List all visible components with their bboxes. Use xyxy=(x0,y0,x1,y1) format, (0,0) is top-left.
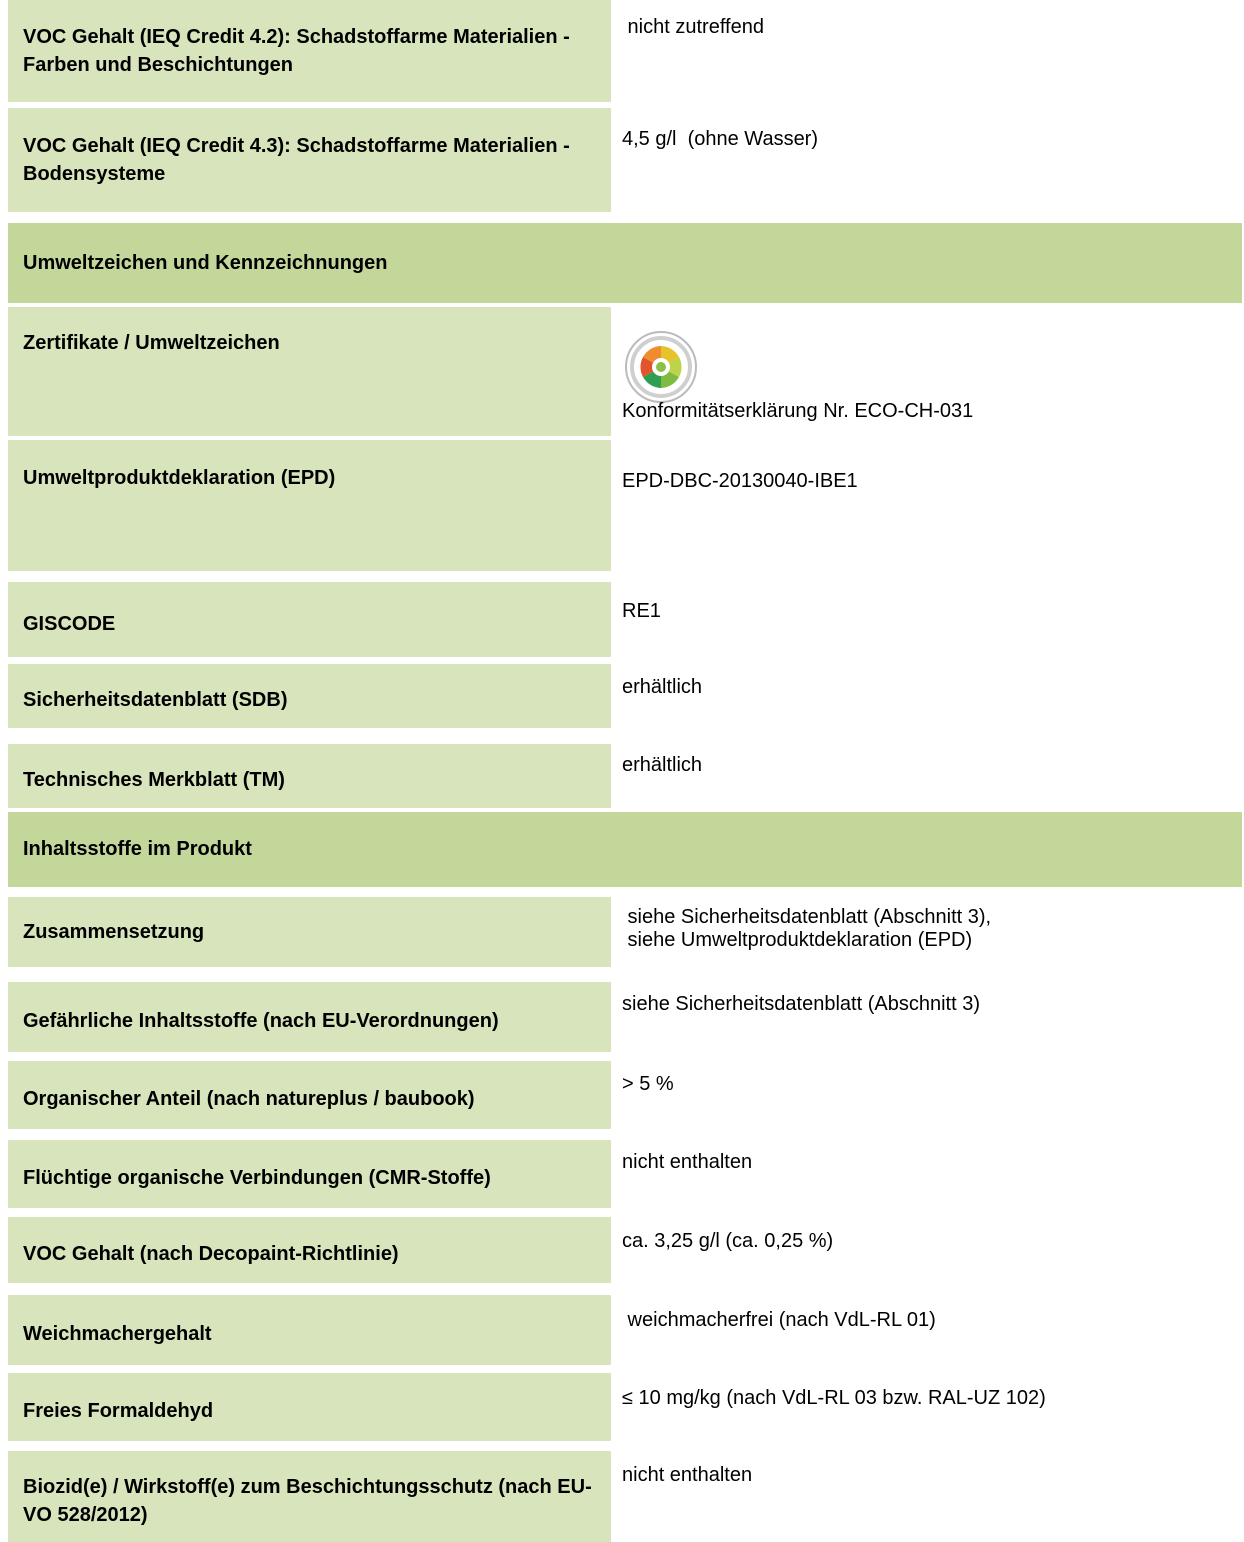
label-text: Weichmachergehalt xyxy=(23,1323,212,1345)
section-header-environment: Umweltzeichen und Kennzeichnungen xyxy=(8,223,1242,303)
value-tm: erhältlich xyxy=(622,754,703,776)
label-text: Gefährliche Inhaltsstoffe (nach EU-Verordnungen) xyxy=(23,1010,499,1032)
label-text: VOC Gehalt (nach Decopaint-Richtlinie) xyxy=(23,1243,399,1265)
value-composition: siehe Sicherheitsdatenblatt (Abschnitt 3), siehe Umweltproduktdeklaration (EPD) xyxy=(627,906,992,951)
label-text: Zertifikate / Umweltzeichen xyxy=(23,332,280,354)
value-giscode: RE1 xyxy=(622,600,661,622)
label-text: Umweltproduktdeklaration (EPD) xyxy=(23,467,336,489)
label-text: Technisches Merkblatt (TM) xyxy=(23,769,285,791)
label-voc-ieq-4-3 xyxy=(8,108,611,212)
value-biocides: nicht enthalten xyxy=(622,1464,753,1486)
value-cmr: nicht enthalten xyxy=(622,1151,753,1173)
label-composition xyxy=(8,897,611,967)
label-hazardous xyxy=(8,982,611,1052)
label-cmr xyxy=(8,1140,611,1208)
section-header-ingredients: Inhaltsstoffe im Produkt xyxy=(8,812,1242,887)
label-plasticizer xyxy=(8,1295,611,1365)
label-certificates xyxy=(8,307,611,436)
label-voc-decopaint xyxy=(8,1217,611,1283)
label-organic-share xyxy=(8,1061,611,1129)
value-hazardous: siehe Sicherheitsdatenblatt (Abschnitt 3) xyxy=(622,993,980,1015)
value-formaldehyde: ≤ 10 mg/kg (nach VdL-RL 03 bzw. RAL-UZ 102) xyxy=(622,1387,1046,1409)
label-voc-ieq-4-2 xyxy=(8,0,611,102)
label-biocides xyxy=(8,1451,611,1542)
label-text: Freies Formaldehyd xyxy=(23,1400,214,1422)
label-text: Sicherheitsdatenblatt (SDB) xyxy=(23,689,288,711)
label-text: Biozid(e) / Wirkstoff(e) zum Beschichtungsschutz (nach EU-VO 528/2012) xyxy=(23,1475,592,1526)
value-voc-ieq-4-2: nicht zutreffend xyxy=(622,16,764,38)
value-voc-ieq-4-3: 4,5 g/l (ohne Wasser) xyxy=(622,128,819,150)
label-sdb xyxy=(8,664,611,728)
label-text: Organischer Anteil (nach natureplus / baubook) xyxy=(23,1088,475,1110)
label-giscode xyxy=(8,582,611,657)
label-text: Flüchtige organische Verbindungen (CMR-Stoffe) xyxy=(23,1167,491,1189)
value-certificates: Konformitätserklärung Nr. ECO-CH-031 xyxy=(622,400,974,422)
value-voc-decopaint: ca. 3,25 g/l (ca. 0,25 %) xyxy=(622,1230,834,1252)
label-formaldehyde xyxy=(8,1373,611,1441)
eco-certification-seal-icon xyxy=(624,330,698,404)
label-text: VOC Gehalt (IEQ Credit 4.3): Schadstoffarme Materialien - Bodensysteme xyxy=(23,135,570,185)
label-text: Zusammensetzung xyxy=(23,921,205,943)
label-epd xyxy=(8,440,611,571)
value-organic-share: > 5 % xyxy=(622,1073,674,1095)
label-tm xyxy=(8,744,611,808)
value-plasticizer: weichmacherfrei (nach VdL-RL 01) xyxy=(622,1309,936,1331)
label-text: GISCODE xyxy=(23,612,116,635)
value-sdb: erhältlich xyxy=(622,676,703,698)
label-text: VOC Gehalt (IEQ Credit 4.2): Schadstoffarme Materialien - Farben und Beschichtungen xyxy=(23,26,570,76)
value-epd: EPD-DBC-20130040-IBE1 xyxy=(622,470,858,492)
